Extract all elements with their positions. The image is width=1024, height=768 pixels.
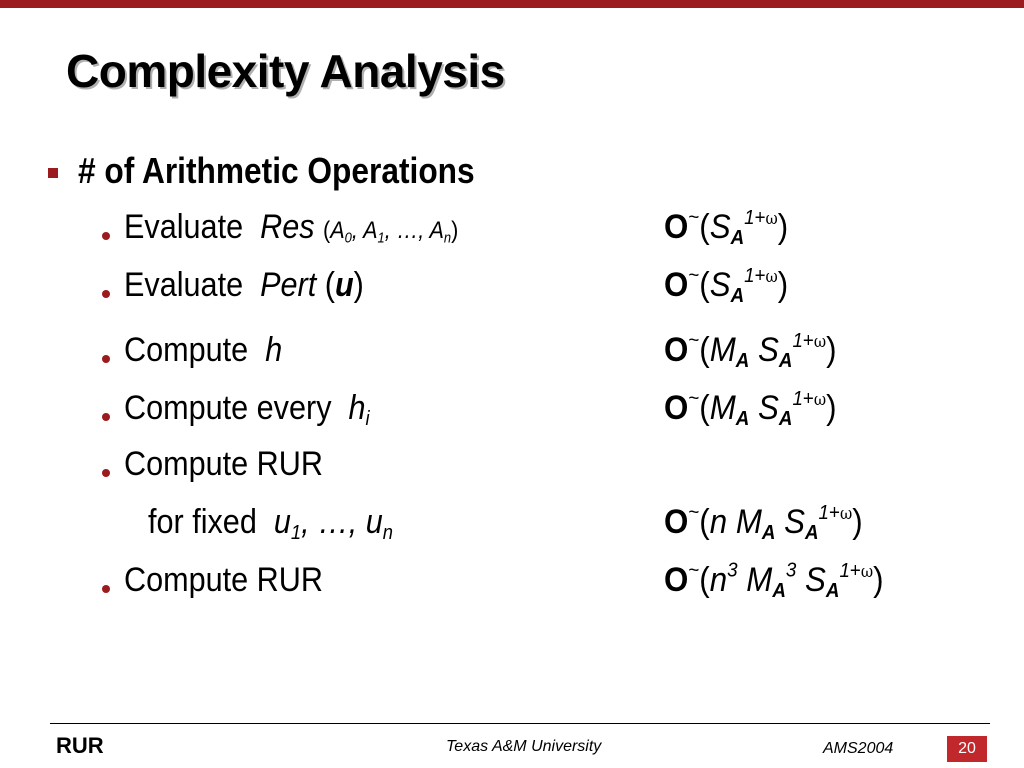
item-arg: Pert — [260, 266, 317, 304]
item-label-text: Compute every — [124, 389, 332, 427]
item-label-text: Compute RUR — [124, 561, 323, 599]
item-arg-params: ($A_0$, $A_1$, …, $A_n$) — [323, 217, 459, 247]
round-bullet-icon — [102, 413, 110, 421]
footer-divider — [50, 723, 990, 724]
item-label-text: Compute — [124, 331, 249, 369]
round-bullet-icon — [102, 290, 110, 298]
item-label: Compute every $h_i$ — [124, 389, 370, 431]
list-item — [0, 266, 1024, 316]
list-item — [0, 445, 1024, 495]
item-arg: h — [265, 331, 283, 369]
footer-conference: AMS2004 — [823, 740, 894, 757]
page-number-badge: 20 — [947, 736, 987, 762]
item-label — [124, 331, 282, 370]
slide-title: Complexity Analysis — [66, 45, 505, 97]
list-item — [0, 389, 1024, 439]
round-bullet-icon — [102, 585, 110, 593]
item-label: for fixed $u_1$, …, $u_n$ — [148, 503, 393, 545]
round-bullet-icon — [102, 232, 110, 240]
item-label: Evaluate Pert (u) — [124, 266, 364, 304]
main-bullet-text: # of Arithmetic Operations — [78, 150, 475, 191]
round-bullet-icon — [102, 355, 110, 363]
item-label-text: Compute RUR — [124, 445, 323, 483]
complexity-expression: O~(n $M_A$ $S_A^{1+\omega}$) — [664, 501, 863, 545]
footer-left-label: RUR — [56, 733, 104, 758]
item-label-text: Evaluate — [124, 266, 244, 304]
complexity-expression: $O^\sim(S_A^{1+\omega})$ — [664, 264, 789, 308]
round-bullet-icon — [102, 469, 110, 477]
square-bullet-icon — [48, 168, 58, 178]
complexity-expression: $O^\sim(M_A$ $S_A^{1+\omega}$) — [664, 387, 837, 431]
footer-institution: Texas A&M University — [446, 738, 602, 755]
complexity-expression: $O^\sim(M_A$ $S_A^{1+\omega}$) — [664, 329, 837, 373]
item-arg: Res — [260, 208, 315, 246]
item-label-text: Evaluate — [124, 208, 244, 246]
top-accent-bar — [0, 0, 1024, 8]
complexity-expression: $O^\sim(S_A^{1+\omega})$ — [664, 206, 789, 250]
list-item-continuation — [0, 503, 1024, 553]
list-item — [0, 331, 1024, 381]
complexity-expression: $O^\sim(n^3$ $M_A^3$ $S_A^{1+\omega}$) — [664, 559, 884, 603]
list-item — [0, 561, 1024, 611]
list-item — [0, 208, 1024, 258]
item-label — [124, 208, 458, 247]
item-label-text: for fixed — [148, 503, 257, 541]
